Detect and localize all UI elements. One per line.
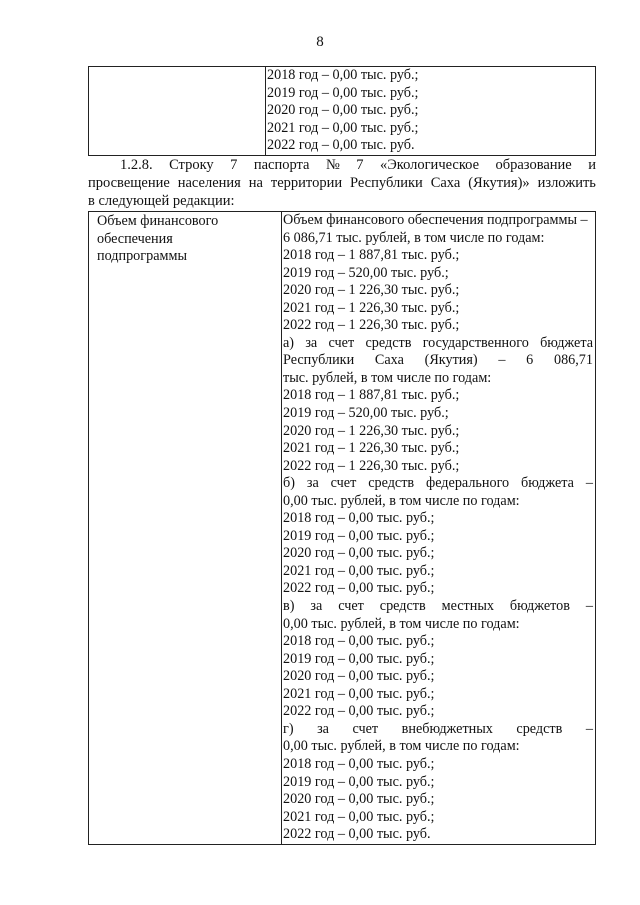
paragraph-word: и [588, 157, 596, 173]
funding-line: 2022 год – 0,00 тыс. руб. [283, 826, 431, 843]
funding-line: б) за счет средств федерального бюджета – [283, 475, 593, 492]
funding-line: 2018 год – 0,00 тыс. руб.; [283, 755, 435, 772]
funding-line: 2021 год – 0,00 тыс. руб.; [283, 808, 435, 825]
funding-line: 2020 год – 0,00 тыс. руб.; [267, 102, 419, 119]
funding-line: 2022 год – 0,00 тыс. руб.; [283, 580, 435, 597]
paragraph-word: 7 [356, 157, 364, 173]
left-cell-empty [89, 67, 266, 156]
funding-line: 6 086,71 тыс. рублей, в том числе по годам: [283, 229, 545, 246]
funding-line: 2019 год – 520,00 тыс. руб.; [283, 264, 449, 281]
funding-line: 2022 год – 1 226,30 тыс. руб.; [283, 317, 460, 334]
funding-line: 0,00 тыс. рублей, в том числе по годам: [283, 492, 520, 509]
label-line: Объем финансового [97, 213, 219, 229]
funding-line: 2022 год – 1 226,30 тыс. руб.; [283, 457, 460, 474]
funding-line: 2021 год – 0,00 тыс. руб.; [283, 562, 435, 579]
paragraph-word: Строку [169, 157, 214, 173]
funding-line: 2021 год – 0,00 тыс. руб.; [283, 685, 435, 702]
funding-line: 2021 год – 1 226,30 тыс. руб.; [283, 440, 460, 457]
paragraph-word: «Экологическое [379, 157, 480, 173]
funding-line: Республики Саха (Якутия) – 6 086,71 [283, 352, 593, 369]
paragraph-word: просвещение [88, 175, 170, 191]
funding-line: 2020 год – 0,00 тыс. руб.; [283, 791, 435, 808]
table-row [89, 67, 596, 156]
funding-details-cell [282, 212, 596, 845]
paragraph-word: населения [177, 175, 241, 191]
funding-line: 2020 год – 0,00 тыс. руб.; [283, 545, 435, 562]
paragraph-line-2 [88, 174, 596, 192]
page-number: 8 [316, 34, 324, 50]
funding-line: Объем финансового обеспечения подпрограммы – [283, 212, 588, 228]
label-line: обеспечения [97, 230, 173, 247]
funding-line: 2022 год – 0,00 тыс. руб.; [283, 703, 435, 720]
funding-line: 2020 год – 0,00 тыс. руб.; [283, 668, 435, 685]
funding-line: 2021 год – 1 226,30 тыс. руб.; [283, 299, 460, 316]
label-line: подпрограммы [97, 248, 187, 265]
funding-line: г) за счет внебюджетных средств – [283, 720, 593, 737]
amendment-paragraph [88, 156, 596, 210]
paragraph-word: паспорта [253, 157, 310, 173]
funding-label-cell [89, 212, 282, 845]
paragraph-word: образование [495, 157, 572, 173]
paragraph-word: 1.2.8. [120, 157, 153, 173]
funding-line: а) за счет средств государственного бюджета [283, 334, 593, 351]
paragraph-word: изложить [537, 175, 596, 191]
paragraph-word: № [325, 157, 340, 173]
funding-line: 2019 год – 0,00 тыс. руб.; [283, 527, 435, 544]
funding-cell [266, 67, 596, 156]
funding-line: 2018 год – 1 887,81 тыс. руб.; [283, 387, 460, 404]
funding-line: 2019 год – 0,00 тыс. руб.; [283, 773, 435, 790]
funding-line: 2018 год – 0,00 тыс. руб.; [283, 633, 435, 650]
funding-line: в) за счет средств местных бюджетов – [283, 598, 593, 615]
funding-line: 0,00 тыс. рублей, в том числе по годам: [283, 738, 520, 755]
funding-line: 2022 год – 0,00 тыс. руб. [267, 137, 415, 154]
funding-line: 2021 год – 0,00 тыс. руб.; [267, 119, 419, 136]
funding-line: 2020 год – 1 226,30 тыс. руб.; [283, 422, 460, 439]
top-table [88, 66, 596, 156]
funding-line: 2018 год – 0,00 тыс. руб.; [283, 510, 435, 527]
funding-line: 2018 год – 0,00 тыс. руб.; [267, 67, 419, 83]
paragraph-word: на [248, 175, 263, 191]
paragraph-word: 7 [230, 157, 238, 173]
paragraph-line-1 [88, 156, 596, 174]
funding-line: 2019 год – 0,00 тыс. руб.; [267, 84, 419, 101]
funding-line: 0,00 тыс. рублей, в том числе по годам: [283, 615, 520, 632]
main-table [88, 211, 596, 845]
paragraph-word: территории [270, 175, 343, 191]
funding-line: 2018 год – 1 887,81 тыс. руб.; [283, 247, 460, 264]
paragraph-word: (Якутия)» [468, 175, 530, 191]
paragraph-word: Республики [350, 175, 423, 191]
funding-line: 2020 год – 1 226,30 тыс. руб.; [283, 282, 460, 299]
funding-line: тыс. рублей, в том числе по годам: [283, 369, 492, 386]
paragraph-line-3: в следующей редакции: [88, 193, 235, 209]
funding-line: 2019 год – 520,00 тыс. руб.; [283, 405, 449, 422]
table-row [89, 212, 596, 845]
paragraph-word: Саха [430, 175, 461, 191]
funding-line: 2019 год – 0,00 тыс. руб.; [283, 650, 435, 667]
